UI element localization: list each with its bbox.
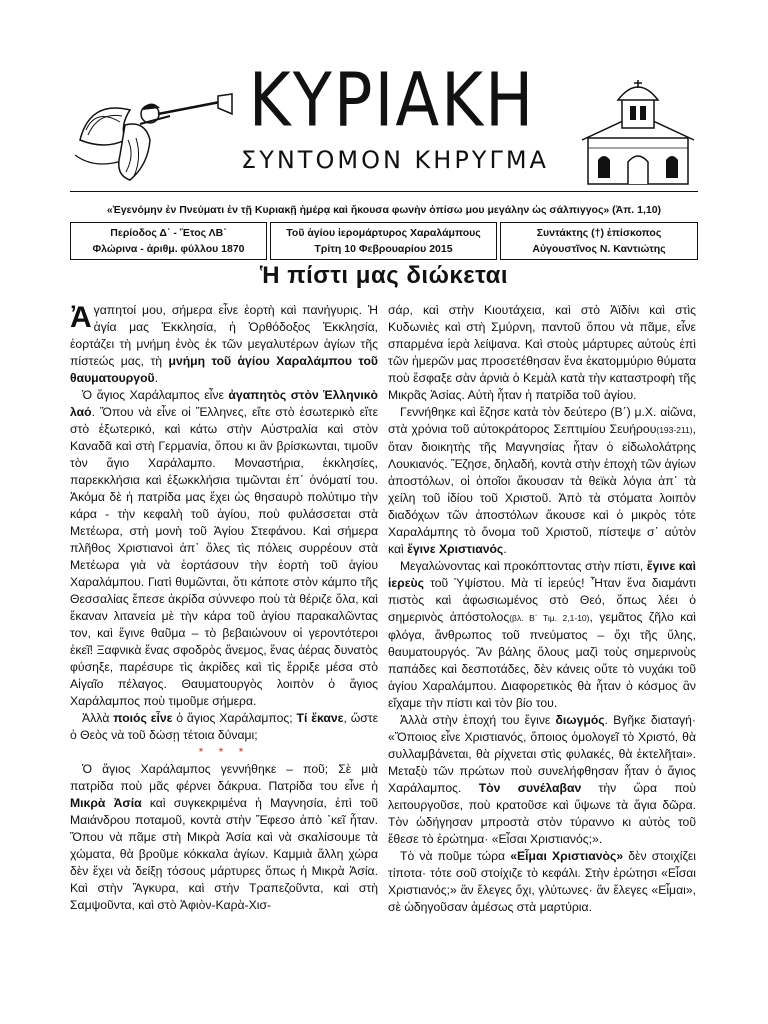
- masthead: [70, 60, 698, 188]
- text-run: (193-211): [656, 425, 693, 435]
- text-run: ὁ ἅγιος Χαράλαμπος;: [172, 711, 297, 725]
- masthead-subtitle: ΣΥΝΤΟΜΟΝ ΚΗΡΥΓΜΑ: [241, 146, 549, 174]
- text-run: Ἀλλὰ: [82, 711, 114, 725]
- emphasis: μνήμη τοῦ ἁγίου Χαραλάμπου τοῦ θαυματουργοῦ: [70, 354, 379, 385]
- paragraph: [70, 302, 378, 387]
- text-run: τὴν ὥρα ποὺ λειτουργοῦσε, ποὺ κρατοῦσε καὶ ὕψωνε τὰ ἅγια δῶρα. Τὸν ὡδήγησαν μπροστὰ στὸν τύραννο κι αὐτὸς τοῦ ἔθεσε τὸ ἐρώτημα· «Εἶσαι Χριστιανός;».: [388, 781, 696, 846]
- author-role: Συντάκτης (†) ἐπίσκοπος: [536, 227, 662, 239]
- emphasis: Μικρὰ Ἀσία: [70, 796, 142, 810]
- issue-period: Περίοδος Δ΄ - Ἔτος ΛΒ΄: [110, 227, 227, 239]
- issue-info-box: [70, 222, 267, 260]
- paragraph: [70, 710, 378, 744]
- article-headline: Ἡ πίστι μας διώκεται: [259, 262, 509, 289]
- text-run: γαπητοί μου, σήμερα εἶνε ἑορτὴ καὶ πανήγυρις. Ἡ ἁγία μας Ἐκκλησία, ἡ Ὀρθόδοξος Ἐκκλησία, ἑορτάζει τὴ μνήμη ἑνὸς ἐκ τῶν μεγαλυτέρων ἁγίων τῆς πίστεώς μας, τὴ: [70, 303, 378, 368]
- emphasis: Τὸν συνέλαβαν: [478, 781, 582, 795]
- emphasis: «Εἶμαι Χριστιανὸς»: [510, 849, 624, 863]
- emphasis: Τί ἔκανε: [296, 711, 344, 725]
- text-run: Γεννήθηκε καὶ ἔζησε κατὰ τὸν δεύτερο (Β΄) μ.Χ. αἰῶνα, στὰ χρόνια τοῦ αὐτοκράτορος Σεπτιμίου Σευήρου: [388, 405, 696, 436]
- text-run: Τὸ νὰ ποῦμε τώρα: [400, 849, 511, 863]
- author-box: [500, 222, 698, 260]
- masthead-rule: [70, 191, 698, 192]
- text-run: .: [503, 542, 507, 556]
- text-run: , ὥστε ὁ Θεὸς νὰ τοῦ δώσῃ τέτοια δύναμι;: [70, 711, 378, 742]
- scripture-quote: «Ἐγενόμην ἐν Πνεύματι ἐν τῇ Κυριακῇ ἡμέρᾳ καὶ ἤκουσα φωνὴν ὀπίσω μου μεγάλην ὡς σάλπιγγος» (Ἀπ. 1,10): [106, 204, 662, 216]
- section-divider-stars: * * *: [198, 745, 250, 759]
- angel-trumpet-icon: [70, 80, 240, 188]
- text-run: δὲν στοιχίζει τίποτα· τότε σοῦ στοίχιζε τὸ κεφάλι. Στὴν ἐρώτησι «Εἶσαι Χριστιανός;» ἂν ἔλεγες ὄχι, γλύτωνες· ἂν ἔλεγες «Εἶμαι», σὲ ὡδηγοῦσαν ἀμέσως στὰ μαρτύρια.: [388, 849, 697, 914]
- emphasis: διωγμός: [555, 713, 605, 727]
- text-run: Μεγαλώνοντας καὶ προκόπτοντας στὴν πίστι,: [400, 559, 647, 573]
- paragraph: [388, 558, 696, 712]
- text-run: , ὅταν διοικητὴς τῆς Μαγνησίας ἦταν ὁ εἰδωλολάτρης Λουκιανός. Ἔζησε, δηλαδή, κοντὰ στὴν ἐποχὴ τῶν ἁγίων ἀποστόλων, οἱ ὁποῖοι ἄκουσαν τὰ θεϊκὰ λόγια ἀπ᾽ τὰ χείλη τοῦ ἰδίου τοῦ Χριστοῦ. Ἀπὸ τὰ στόματα λοιπὸν διαδόχων τῶν ἀποστόλων ἄκουσε καὶ ὁ μικρὸς τότε Χαραλάμπης τὸ ὄνομα τοῦ Χριστοῦ, πίστεψε σ᾽ αὐτὸν καὶ: [388, 422, 696, 556]
- feast-date: Τρίτη 10 Φεβρουαρίου 2015: [314, 243, 453, 255]
- church-icon: [578, 78, 698, 188]
- feast-date-box: [270, 222, 497, 260]
- text-run: .: [154, 371, 159, 385]
- text-run: Ἀλλὰ στὴν ἐποχή του ἔγινε: [400, 713, 556, 727]
- emphasis: ἔγινε Χριστιανός: [407, 542, 504, 556]
- masthead-title: ΚΥΡΙΑΚΗ: [248, 58, 536, 144]
- paragraph: [388, 712, 696, 848]
- emphasis: ἔγινε καὶ ἱερεὺς: [388, 559, 697, 590]
- text-run: Ὁ ἅγιος Χαράλαμπος εἶνε: [82, 388, 229, 402]
- issue-number: Φλώρινα - ἀριθμ. φύλλου 1870: [92, 243, 245, 255]
- paragraph: [388, 848, 696, 916]
- paragraph: [70, 761, 378, 914]
- text-run: . Ὅπου νὰ εἶνε οἱ Ἕλληνες, εἴτε στὸ ἐσωτερικὸ εἴτε στὸ ἐξωτερικό, καὶ κάτω στὴν Αὐστραλία καὶ στὸν Καναδᾶ καὶ στὴ Γερμανία, ὅπου κι ἂν βρίσκωνται, τιμοῦν τὸν ἅγιο Χαράλαμπο. Μοναστήρια, ἐκκλησίες, παρεκκλήσια καὶ ἐξωκκλήσια τιμῶνται ἐπ᾽ ὀνόματί του. Ἀκόμα δὲ ἡ πατρίδα μας ἔχει ὡς θησαυρὸ πολύτιμο τὴν κάρα - τὴν κεφαλὴ τοῦ ἁγίου, ποὺ φυλάσσεται στὰ Μετέωρα, στὴ μονὴ τοῦ Ἁγίου Στεφάνου. Καὶ σήμερα πλῆθος Χριστιανοὶ ἀπ᾽ ὅλες τὶς πόλεις συρρέουν στὰ Μετέωρα γιὰ νὰ ἑορτάσουν τὴν ἑορτὴ τοῦ ἁγίου Χαραλάμπου. Γιατὶ θυμῶνται, ὅτι κάποτε στὸν κάμπο τῆς Θεσσαλίας ἔπεσε ἀκρίδα σύννεφο ποὺ τὰ θέριζε ὅλα, καὶ ἔκαναν λιτανεία μὲ τὴν κάρα τοῦ ἁγίου παρακαλῶντας τον, καὶ ἔγινε θαῦμα – τὸ βεβαιώνουν οἱ γεροντότεροι ἐκεῖ! Ξαφνικὰ ἕνας σφοδρὸς ἄνεμος, ἕνας ἀέρας δυνατὸς φύσηξε, παρέσυρε τὶς ἀκρίδες καὶ τὶς ἔρριξε μέσα στὸ Αἰγαῖο πέλαγος. Θαυματουργὸς λοιπὸν ὁ ἅγιος Χαράλαμπος ποὺ τιμοῦμε σήμερα.: [70, 405, 378, 708]
- drop-cap: Ἀ: [70, 301, 92, 334]
- paragraph: [388, 404, 696, 558]
- right-column: [388, 302, 696, 916]
- paragraph: σάρ, καὶ στὴν Κιουτάχεια, καὶ στὸ Ἀϊδίνι καὶ στὶς Κυδωνιὲς καὶ στὴ Σμύρνη, παντοῦ ὅπου νὰ πᾶμε, εἶνε σπαρμένα ἱερὰ λείψανα. Καὶ στοὺς μάρτυρες αὐτοὺς ἐπὶ τῶν ἡμερῶν μας προσετέθησαν ἕνα ἑκατομμύριο θύματα ποὺ ἔσφαξε σὰν ἀρνιὰ ὁ Κεμὰλ κατὰ τὴν καταστροφὴ τῆς Μικρᾶς Ἀσίας. Αὐτὴ ἦταν ἡ πατρίδα τοῦ ἁγίου.: [388, 303, 696, 402]
- text-run: (βλ. Β΄ Τιμ. 2,1-10): [509, 613, 590, 623]
- emphasis: ἀγαπητὸς στὸν Ἑλληνικὸ λαό: [70, 388, 378, 419]
- text-run: Ὁ ἅγιος Χαράλαμπος γεννήθηκε – ποῦ; Σὲ μιὰ πατρίδα ποὺ μᾶς φέρνει δάκρυα. Πατρίδα του εἶνε ἡ: [70, 762, 378, 793]
- left-column: [70, 302, 378, 914]
- emphasis: ποιός εἶνε: [113, 711, 173, 725]
- text-run: . Βγῆκε διαταγή· «Ὅποιος εἶνε Χριστιανός, ὅποιος ὁμολογεῖ τὸ Χριστό, θὰ συλλαμβάνεται, θὰ ρίχνεται στὶς φυλακές, θὰ ἐκτελῆται». Μεταξὺ τῶν πρώτων ποὺ συνελήφθησαν ἦταν ὁ ἅγιος Χαράλαμπος.: [388, 713, 696, 795]
- author-name: Αὐγουστῖνος Ν. Καντιώτης: [532, 243, 666, 255]
- feast-name: Τοῦ ἁγίου ἱερομάρτυρος Χαραλάμπους: [286, 227, 481, 239]
- paragraph: [70, 387, 378, 710]
- text-run: , γεμᾶτος ζῆλο καὶ φλόγα, ἄνθρωπος τοῦ πνεύματος – ὄχι τῆς ὕλης, θαυματουργός. Ἂν βάλης ὅλους μαζὶ τοὺς σημερινοὺς παπάδες καὶ δεσποτάδες, δὲν κάνεις οὔτε τὸ νυχάκι τοῦ ἁγίου Χαραλάμπου. Διαφορετικὸς θὰ ἦταν ὁ κόσμος ἂν εἴχαμε τὴν πίστι καὶ τὸν βίο του.: [388, 610, 696, 710]
- text-run: καὶ συγκεκριμένα ἡ Μαγνησία, ἐπὶ τοῦ Μαιάνδρου ποταμοῦ, κοντὰ στὴν Ἔφεσο ἀπὸ ᾽κεῖ ἦταν. Ὅπου νὰ πᾶμε στὴ Μικρὰ Ἀσία καὶ νὰ σκαλίσουμε τὰ χώματα, θὰ βροῦμε κόκκαλα ἁγίων. Καμμιὰ ἄλλη χώρα δὲν ἔχει νὰ δείξῃ τόσους μάρτυρες ὅπως ἡ Μικρὰ Ἀσία. Καὶ στὴν Ἄγκυρα, καὶ στὴν Τραπεζοῦντα, καὶ στὴ Σαμψοῦντα, καὶ στὸ Ἀφιὸν-Καρὰ-Χισ-: [70, 796, 378, 912]
- text-run: τοῦ Ὑψίστου. Μὰ τί ἱερεύς! Ἦταν ἕνα διαμάντι πιστὸς καὶ ἀφωσιωμένος στὸ Θεό, ὅπως λέει ὁ σημερινὸς ἀπόστολος: [388, 576, 696, 624]
